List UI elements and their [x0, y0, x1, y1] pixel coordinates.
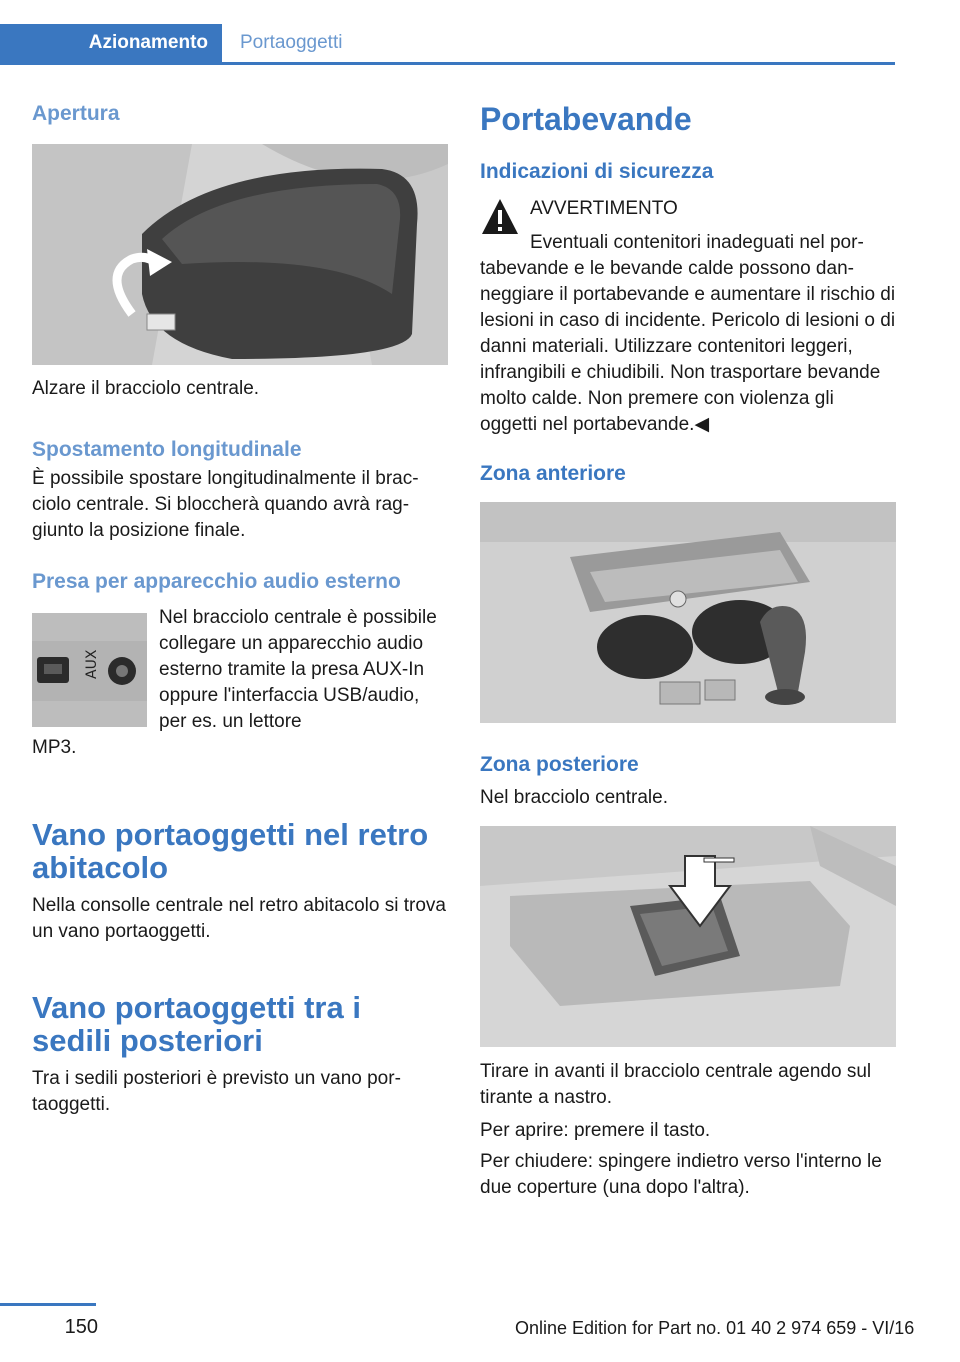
rear-armrest-figure: [480, 826, 896, 1047]
armrest-opening-figure: [32, 144, 448, 365]
warning-line1: Eventuali contenitori inadeguati nel por-: [530, 232, 864, 253]
zona-anteriore-heading: Zona anteriore: [480, 462, 626, 485]
spostamento-heading: Spostamento longitudinale: [32, 438, 302, 461]
vano-retro-text: Nella consolle centrale nel retro abitacolo si trova un vano portaoggetti.: [32, 895, 446, 942]
page-number: 150: [64, 1316, 98, 1338]
presa-heading: Presa per apparecchio audio esterno: [32, 570, 401, 593]
front-cupholder-figure: [480, 502, 896, 723]
tab-azionamento[interactable]: Azionamento: [0, 24, 222, 62]
presa-text: Nel bracciolo centrale è possibile collegare un apparecchio audio esterno tramite la presa AUX-In oppure l'interfaccia USB/audio, per es. un lettore: [159, 607, 437, 732]
tirare-text: Tirare in avanti il bracciolo centrale agendo sul tirante a nastro.: [480, 1061, 872, 1108]
chiudere-text: Per chiudere: spingere indietro verso l'interno le due coperture (una dopo l'altra).: [480, 1151, 882, 1198]
sicurezza-heading: Indicazioni di sicurezza: [480, 160, 714, 183]
header-tab-bar: [0, 24, 895, 65]
vano-sedili-heading: Vano portaoggetti tra i sedili posteriori: [32, 990, 361, 1058]
vano-retro-heading: Vano portaoggetti nel retro abitacolo: [32, 817, 429, 885]
footer-edition: Online Edition for Part no. 01 40 2 974 659 - VI/16: [515, 1318, 915, 1338]
aux-usb-port-figure: [32, 613, 147, 727]
tab-portaoggetti[interactable]: Portaoggetti: [240, 32, 343, 53]
apertura-heading: Apertura: [32, 102, 120, 125]
apertura-caption: Alzare il bracciolo centrale.: [32, 378, 260, 399]
warning-icon: [480, 197, 520, 237]
spostamento-text: È possibile spostare longitudinalmente il bracciolo centrale. Si bloccherà quando avrà raggiunto la posizione finale.: [32, 468, 419, 541]
aprire-text: Per aprire: premere il tasto.: [480, 1120, 711, 1141]
svg-text:AUX: AUX: [84, 649, 100, 679]
presa-text-end: MP3.: [32, 737, 77, 758]
warning-text: tabevande e le bevande calde possono danneggiare il portabevande e aumentare il rischio di lesioni in caso di incidente. Pericolo di lesioni o di danni materiali. Utilizzare contenitori leggeri, infrangibili e chiudibili. Non trasportare bevande molto calde. Non premere con violenza gli oggetti nel portabevande.◀: [480, 258, 896, 435]
portabevande-heading: Portabevande: [480, 101, 692, 137]
zona-posteriore-heading: Zona posteriore: [480, 753, 639, 776]
warning-title: AVVERTIMENTO: [530, 198, 678, 219]
vano-sedili-text: Tra i sedili posteriori è previsto un vano portaoggetti.: [32, 1068, 401, 1115]
footer-accent-line: [0, 1303, 96, 1306]
zona-posteriore-text: Nel bracciolo centrale.: [480, 787, 668, 808]
